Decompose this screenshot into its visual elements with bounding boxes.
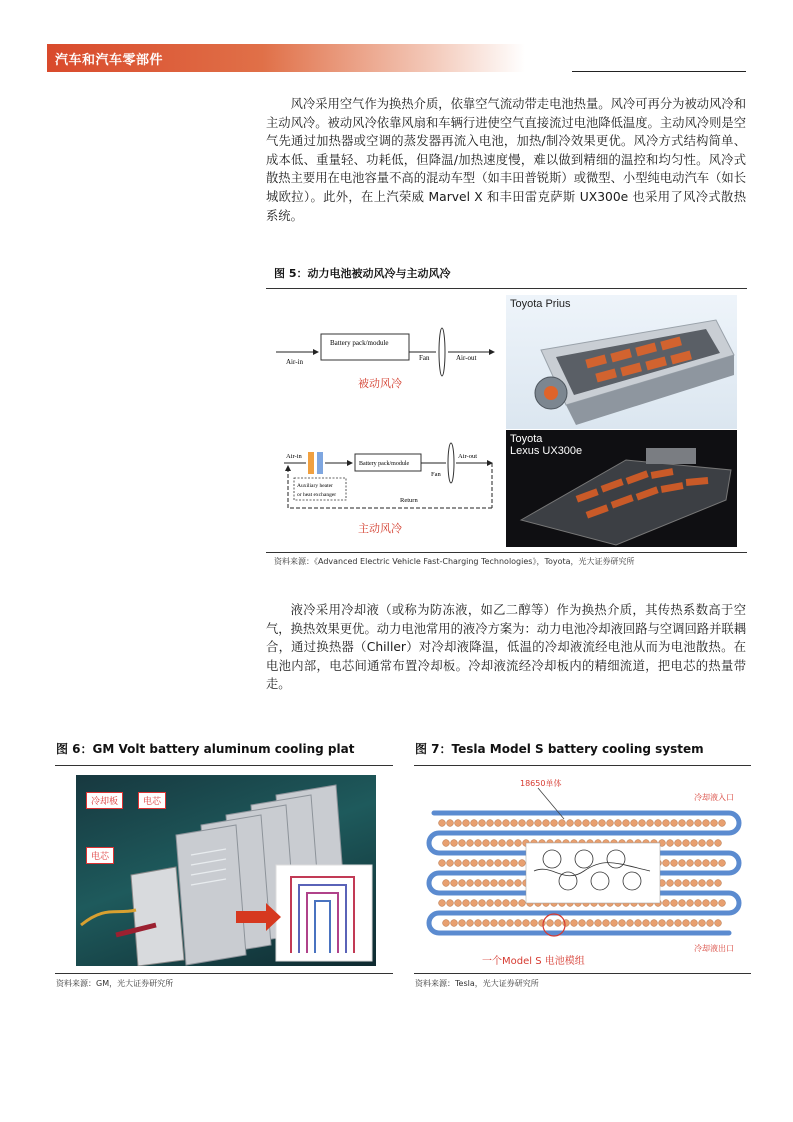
battery-cell	[527, 820, 534, 827]
active-fan-label: Fan	[431, 471, 441, 478]
battery-cell	[671, 820, 678, 827]
battery-cell	[683, 840, 690, 847]
battery-cell	[711, 900, 718, 907]
passive-cooling-diagram	[276, 328, 494, 390]
passive-caption: 被动风冷	[358, 377, 402, 390]
prius-label: Toyota Prius	[510, 298, 571, 310]
battery-cell	[495, 820, 502, 827]
battery-cell	[599, 820, 606, 827]
active-battery-label: Battery pack/module	[359, 461, 410, 467]
battery-cell	[507, 920, 514, 927]
battery-cell	[463, 820, 470, 827]
battery-cell	[503, 900, 510, 907]
battery-cell	[575, 820, 582, 827]
battery-cell	[719, 900, 726, 907]
battery-cell	[587, 920, 594, 927]
battery-cell	[703, 900, 710, 907]
heater-block	[308, 452, 314, 474]
active-cooling-diagram	[284, 443, 492, 535]
label-coolant-outlet: 冷却液出口	[694, 944, 734, 953]
battery-cell	[675, 920, 682, 927]
passive-fan-icon	[439, 328, 445, 376]
battery-cell	[443, 840, 450, 847]
battery-cell	[451, 920, 458, 927]
battery-cell	[699, 880, 706, 887]
battery-cell	[475, 840, 482, 847]
return-label: Return	[400, 497, 418, 504]
figure-5-top-rule	[266, 288, 747, 289]
header-rule	[572, 71, 746, 72]
battery-cell	[707, 920, 714, 927]
battery-cell	[711, 820, 718, 827]
battery-cell	[483, 880, 490, 887]
battery-cell	[503, 860, 510, 867]
battery-cell	[663, 900, 670, 907]
battery-cell	[651, 920, 658, 927]
battery-cell	[467, 920, 474, 927]
battery-cell	[691, 920, 698, 927]
battery-cell	[671, 860, 678, 867]
battery-cell	[447, 820, 454, 827]
battery-cell	[583, 820, 590, 827]
battery-cell	[479, 860, 486, 867]
passive-air-out-label: Air-out	[456, 354, 477, 362]
battery-cell	[467, 840, 474, 847]
lexus-label-line-1: Toyota	[510, 433, 543, 445]
passive-battery-label: Battery pack/module	[330, 339, 389, 347]
battery-cell	[655, 820, 662, 827]
battery-cell	[579, 920, 586, 927]
battery-cell	[531, 920, 538, 927]
battery-cell	[715, 920, 722, 927]
battery-cell	[511, 860, 518, 867]
battery-cell	[547, 920, 554, 927]
battery-cell	[663, 820, 670, 827]
battery-cell	[663, 860, 670, 867]
battery-cell	[451, 840, 458, 847]
battery-cell	[703, 860, 710, 867]
exchanger-block	[317, 452, 323, 474]
battery-cell	[571, 920, 578, 927]
aux-line-2: or heat exchanger	[297, 492, 337, 498]
paragraph-air-cooling: 风冷采用空气作为换热介质，依靠空气流动带走电池热量。风冷可再分为被动风冷和主动风冷。被动风冷依靠风扇和车辆行进使空气直接流过电池降低温度。主动风冷则是空气先通过加热器或空调的蒸发器再流入电池，加热/制冷效果更优。风冷方式结构简单、成本低、重量轻、功耗低，但降温/加热速度慢，难以做到精细的温控和均匀性。风冷式散热主要用在电池容量不高的混动车型（如丰田普锐斯）或微型、小型纯电动汽车（如长城欧拉）。此外，在上汽荣威 Marvel X 和丰田雷克萨斯 UX300e 也采用了风冷式散热系统。	[266, 97, 746, 223]
battery-cell	[499, 920, 506, 927]
battery-cell	[471, 900, 478, 907]
figure-5-title: 图 5：动力电池被动风冷与主动风冷	[274, 267, 451, 280]
battery-cell	[463, 860, 470, 867]
battery-cell	[443, 920, 450, 927]
figure-5-bottom-rule	[266, 552, 747, 553]
battery-cell	[695, 820, 702, 827]
battery-cell	[507, 840, 514, 847]
battery-cell	[567, 820, 574, 827]
figure-7-title: 图 7：Tesla Model S battery cooling system	[415, 742, 704, 756]
battery-cell	[471, 820, 478, 827]
battery-cell	[619, 920, 626, 927]
battery-cell	[691, 880, 698, 887]
battery-cell	[483, 920, 490, 927]
battery-cell	[687, 900, 694, 907]
battery-cell	[627, 920, 634, 927]
battery-cell	[447, 860, 454, 867]
battery-cell	[683, 880, 690, 887]
battery-cell	[511, 900, 518, 907]
battery-cell	[667, 880, 674, 887]
battery-cell	[515, 880, 522, 887]
battery-cell	[631, 820, 638, 827]
battery-cell	[691, 840, 698, 847]
battery-cell	[719, 820, 726, 827]
battery-cell	[459, 920, 466, 927]
battery-cell	[459, 840, 466, 847]
battery-cell	[667, 920, 674, 927]
battery-cell	[551, 820, 558, 827]
tag-cell-left: 电芯	[86, 847, 114, 864]
battery-cell	[475, 880, 482, 887]
figure-6-bottom-rule	[55, 973, 393, 974]
battery-cell	[463, 900, 470, 907]
battery-cell	[519, 900, 526, 907]
battery-cell	[715, 840, 722, 847]
battery-cell	[487, 900, 494, 907]
battery-cell	[595, 920, 602, 927]
battery-cell	[679, 900, 686, 907]
battery-cell	[699, 840, 706, 847]
battery-cell	[499, 840, 506, 847]
battery-cell	[679, 820, 686, 827]
figure-7-top-rule	[414, 765, 751, 766]
battery-cell	[699, 920, 706, 927]
passive-fan-label: Fan	[419, 354, 430, 362]
battery-cell	[491, 880, 498, 887]
battery-cell	[519, 820, 526, 827]
battery-cell	[623, 820, 630, 827]
battery-cell	[439, 860, 446, 867]
battery-cell	[535, 820, 542, 827]
battery-cell	[511, 820, 518, 827]
battery-cell	[635, 920, 642, 927]
battery-cell	[447, 900, 454, 907]
battery-cell	[495, 900, 502, 907]
toyota-prius-photo	[506, 295, 737, 429]
battery-cell	[675, 880, 682, 887]
battery-cell	[695, 900, 702, 907]
battery-cell	[523, 920, 530, 927]
figure-5-source: 资料来源：《Advanced Electric Vehicle Fast-Charging Technologies》，Toyota，光大证券研究所	[274, 557, 635, 566]
battery-cell	[507, 880, 514, 887]
figure-7-source: 资料来源：Tesla，光大证券研究所	[415, 979, 539, 988]
battery-cell	[675, 840, 682, 847]
passive-air-in-label: Air-in	[286, 358, 303, 366]
battery-cell	[455, 900, 462, 907]
battery-cell	[647, 820, 654, 827]
battery-cell	[615, 820, 622, 827]
battery-cell	[515, 840, 522, 847]
battery-cell	[707, 840, 714, 847]
battery-cell	[483, 840, 490, 847]
label-18650-cell: 18650单体	[520, 779, 562, 788]
battery-cell	[719, 860, 726, 867]
battery-cell	[555, 920, 562, 927]
battery-cell	[499, 880, 506, 887]
tag-cell-top: 电芯	[138, 792, 166, 809]
battery-cell	[591, 820, 598, 827]
battery-cell	[455, 820, 462, 827]
battery-cell	[515, 920, 522, 927]
battery-cell	[683, 920, 690, 927]
figure-5-diagram	[266, 296, 504, 546]
battery-cell	[475, 920, 482, 927]
lexus-ux300e-photo	[506, 430, 737, 547]
battery-cell	[603, 920, 610, 927]
battery-cell	[479, 820, 486, 827]
battery-cell	[439, 900, 446, 907]
label-coolant-inlet: 冷却液入口	[694, 793, 734, 802]
battery-cell	[487, 820, 494, 827]
battery-cell	[467, 880, 474, 887]
active-air-out-label: Air-out	[458, 453, 478, 460]
battery-cell	[687, 860, 694, 867]
active-air-in-label: Air-in	[286, 453, 302, 460]
battery-cell	[607, 820, 614, 827]
section-title: 汽车和汽车零部件	[55, 53, 164, 68]
battery-cell	[643, 920, 650, 927]
battery-cell	[695, 860, 702, 867]
active-fan-icon	[448, 443, 454, 483]
battery-cell	[455, 860, 462, 867]
battery-cell	[659, 920, 666, 927]
battery-cell	[495, 860, 502, 867]
battery-cell	[707, 880, 714, 887]
battery-cell	[443, 880, 450, 887]
battery-cell	[451, 880, 458, 887]
lexus-label-line-2: Lexus UX300e	[510, 445, 583, 457]
battery-cell	[687, 820, 694, 827]
battery-cell	[503, 820, 510, 827]
gm-volt-cooling-plate-image	[76, 775, 376, 966]
tesla-model-s-cooling-image	[424, 773, 742, 968]
battery-cell	[439, 820, 446, 827]
battery-cell	[491, 920, 498, 927]
battery-cell	[711, 860, 718, 867]
figure-6-title: 图 6：GM Volt battery aluminum cooling plat	[56, 742, 355, 756]
battery-cell	[459, 880, 466, 887]
figure-7-bottom-rule	[414, 973, 751, 974]
battery-cell	[611, 920, 618, 927]
lexus-label	[510, 433, 582, 457]
battery-cell	[471, 860, 478, 867]
battery-cell	[487, 860, 494, 867]
battery-cell	[479, 900, 486, 907]
tag-cooling-plate: 冷却板	[86, 792, 123, 809]
figure-6-top-rule	[55, 765, 393, 766]
battery-cell	[491, 840, 498, 847]
passive-battery-box	[321, 334, 409, 360]
model-s-module-caption: 一个Model S 电池模组	[482, 956, 585, 967]
battery-cell	[543, 820, 550, 827]
battery-cell	[679, 860, 686, 867]
battery-cell	[559, 820, 566, 827]
aux-line-1: Auxiliary heater	[297, 483, 333, 489]
battery-cell	[519, 860, 526, 867]
battery-cell	[639, 820, 646, 827]
battery-cell	[715, 880, 722, 887]
paragraph-liquid-cooling: 液冷采用冷却液（或称为防冻液，如乙二醇等）作为换热介质，其传热系数高于空气，换热效果更优。动力电池常用的液冷方案为：动力电池冷却液回路与空调回路并联耦合，通过换热器（Chiller）对冷却液降温，低温的冷却液流经电池从而为电池散热。在电池内部，电芯间通常布置冷却板。冷却液流经冷却板内的精细流道，把电芯的热量带走。	[266, 603, 746, 692]
battery-cell	[703, 820, 710, 827]
battery-cell	[667, 840, 674, 847]
active-caption: 主动风冷	[358, 522, 402, 535]
battery-cell	[671, 900, 678, 907]
figure-6-source: 资料来源：GM，光大证券研究所	[56, 979, 174, 988]
